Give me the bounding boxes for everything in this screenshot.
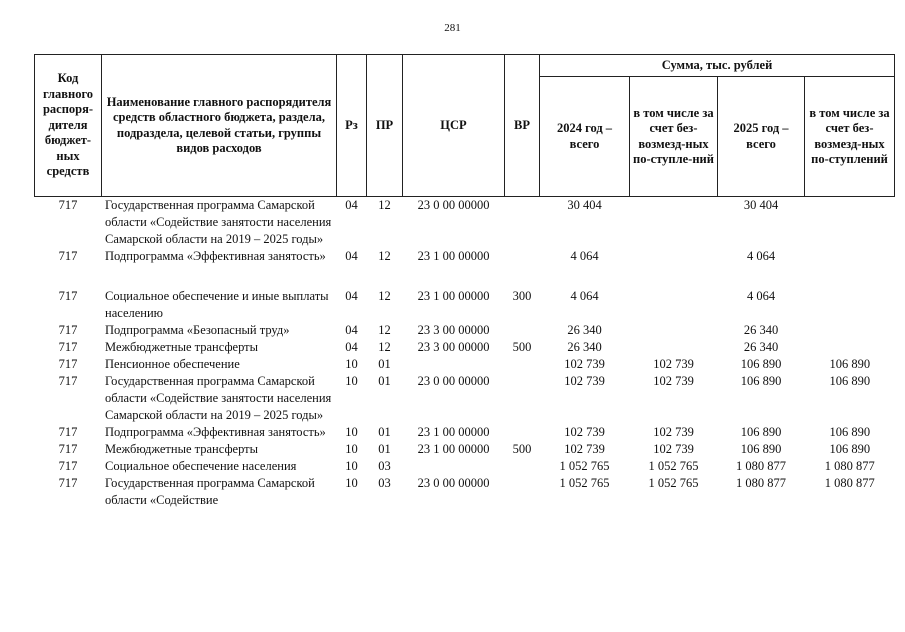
row-csr: 23 1 00 00000 <box>417 442 490 456</box>
row-rz: 04 <box>345 289 358 303</box>
row-csr: 23 1 00 00000 <box>417 249 490 263</box>
row-2025-free <box>805 288 895 322</box>
row-csr: 23 0 00 00000 <box>417 374 490 388</box>
table-row <box>35 356 895 373</box>
row-2025-free: 106 890 <box>829 442 871 456</box>
row-2025-total: 4 064 <box>746 249 776 263</box>
row-2024-total: 102 739 <box>564 442 605 456</box>
row-2025-free: 106 890 <box>829 425 871 439</box>
row-csr: 23 0 00 00000 <box>417 476 490 490</box>
table-body <box>35 197 895 510</box>
row-2024-total: 26 340 <box>567 323 602 337</box>
row-csr: 23 3 00 00000 <box>417 340 490 354</box>
row-vr: 300 <box>512 289 532 303</box>
row-pr: 01 <box>378 442 391 456</box>
row-2025-total: 106 890 <box>740 357 782 371</box>
row-vr <box>505 322 540 339</box>
row-pr: 01 <box>378 357 391 371</box>
row-name: Социальное обеспечение населения <box>105 459 297 473</box>
row-rz: 10 <box>345 442 358 456</box>
header-2025-total: 2025 год – всего <box>718 77 805 197</box>
row-rz: 10 <box>345 425 358 439</box>
row-2024-total: 30 404 <box>567 198 602 212</box>
row-code: 717 <box>58 198 78 212</box>
row-2025-free <box>805 322 895 339</box>
row-vr <box>505 458 540 475</box>
row-2024-total: 102 739 <box>564 425 605 439</box>
row-2024-free <box>630 322 718 339</box>
row-2025-free: 1 080 877 <box>824 459 875 473</box>
row-pr: 12 <box>378 289 391 303</box>
row-2025-total: 106 890 <box>740 425 782 439</box>
row-2025-total: 26 340 <box>743 340 779 354</box>
row-2025-total: 4 064 <box>746 289 776 303</box>
budget-table <box>34 54 895 509</box>
header-csr: ЦСР <box>403 55 505 197</box>
row-2024-total: 1 052 765 <box>559 476 610 490</box>
row-2025-free: 106 890 <box>829 357 871 371</box>
row-vr <box>505 197 540 249</box>
row-name: Государственная программа Самарской области «Содействие занятости населения Самарской области на 2019 – 2025 годы» <box>105 198 332 246</box>
row-vr <box>505 424 540 441</box>
row-2024-total: 26 340 <box>567 340 602 354</box>
row-code: 717 <box>58 374 78 388</box>
row-rz: 10 <box>345 374 358 388</box>
table-row <box>35 441 895 458</box>
header-sum-group: Сумма, тыс. рублей <box>540 55 895 77</box>
row-2024-free: 102 739 <box>653 442 694 456</box>
row-name: Государственная программа Самарской области «Содействие <box>105 476 315 507</box>
row-csr <box>403 458 505 475</box>
row-2024-free <box>630 197 718 249</box>
row-pr: 01 <box>378 425 391 439</box>
row-name: Подпрограмма «Эффективная занятость» <box>105 425 326 439</box>
row-name: Подпрограмма «Эффективная занятость» <box>105 249 326 263</box>
table-row <box>35 373 895 424</box>
row-2024-total: 4 064 <box>570 249 599 263</box>
row-code: 717 <box>58 340 78 354</box>
row-2025-free <box>805 248 895 288</box>
row-2024-free: 102 739 <box>653 357 694 371</box>
table-row <box>35 248 895 288</box>
row-code: 717 <box>58 442 78 456</box>
row-2025-free: 1 080 877 <box>824 476 875 490</box>
row-2024-free <box>630 288 718 322</box>
row-2025-total: 30 404 <box>743 198 779 212</box>
header-code: Код главного распоря-дителя бюджет-ных средств <box>35 55 102 197</box>
row-csr <box>403 356 505 373</box>
row-rz: 10 <box>345 459 358 473</box>
row-csr: 23 0 00 00000 <box>417 198 490 212</box>
table-row <box>35 475 895 509</box>
row-2025-total: 1 080 877 <box>736 459 786 473</box>
row-code: 717 <box>58 425 78 439</box>
row-code: 717 <box>58 289 78 303</box>
row-vr: 500 <box>512 442 532 456</box>
row-2024-free: 102 739 <box>653 374 694 388</box>
row-2025-free: 106 890 <box>829 374 871 388</box>
header-2024-free: в том числе за счет без-возмезд-ных по-ступле-ний <box>630 77 718 197</box>
row-vr <box>505 356 540 373</box>
table-row <box>35 288 895 322</box>
row-2025-total: 106 890 <box>740 442 782 456</box>
row-pr: 03 <box>378 476 391 490</box>
row-code: 717 <box>58 476 78 490</box>
row-vr: 500 <box>512 340 532 354</box>
row-2024-free: 102 739 <box>653 425 694 439</box>
row-csr: 23 1 00 00000 <box>417 289 490 303</box>
row-2025-total: 106 890 <box>740 374 782 388</box>
row-code: 717 <box>58 459 78 473</box>
row-csr: 23 3 00 00000 <box>417 323 490 337</box>
table-row <box>35 458 895 475</box>
row-2024-total: 102 739 <box>564 374 605 388</box>
row-2025-free <box>805 197 895 249</box>
header-2024-total: 2024 год – всего <box>540 77 630 197</box>
row-2024-total: 4 064 <box>570 289 599 303</box>
table-row <box>35 322 895 339</box>
row-2024-free: 1 052 765 <box>648 476 699 490</box>
row-rz: 10 <box>345 357 358 371</box>
row-2024-free <box>630 248 718 288</box>
row-name: Социальное обеспечение и иные выплаты населению <box>105 289 329 320</box>
row-rz: 04 <box>345 249 358 263</box>
row-name: Межбюджетные трансферты <box>105 340 259 354</box>
row-pr: 12 <box>378 198 391 212</box>
row-vr <box>505 373 540 424</box>
row-rz: 10 <box>345 476 358 490</box>
row-code: 717 <box>58 249 78 263</box>
row-name: Подпрограмма «Безопасный труд» <box>105 323 290 337</box>
row-pr: 03 <box>378 459 391 473</box>
row-csr: 23 1 00 00000 <box>417 425 490 439</box>
table-row <box>35 339 895 356</box>
row-rz: 04 <box>345 198 358 212</box>
row-2024-total: 102 739 <box>564 357 605 371</box>
table-row <box>35 424 895 441</box>
row-rz: 04 <box>345 323 358 337</box>
row-code: 717 <box>58 357 78 371</box>
row-pr: 01 <box>378 374 391 388</box>
row-name: Государственная программа Самарской области «Содействие занятости населения Самарской области на 2019 – 2025 годы» <box>105 374 332 422</box>
row-2025-total: 1 080 877 <box>736 476 786 490</box>
row-vr <box>505 475 540 509</box>
row-code: 717 <box>58 323 78 337</box>
row-2025-total: 26 340 <box>743 323 779 337</box>
row-pr: 12 <box>378 340 391 354</box>
row-2024-free <box>630 339 718 356</box>
header-pr: ПР <box>367 55 403 197</box>
row-name: Межбюджетные трансферты <box>105 442 259 456</box>
row-pr: 12 <box>378 249 391 263</box>
row-rz: 04 <box>345 340 358 354</box>
header-vr: ВР <box>505 55 540 197</box>
row-2024-free: 1 052 765 <box>648 459 699 473</box>
header-2025-free: в том числе за счет без-возмезд-ных по-ступлений <box>805 77 895 197</box>
header-rz: Рз <box>337 55 367 197</box>
row-2025-free <box>805 339 895 356</box>
page-number: 281 <box>444 22 461 34</box>
row-name: Пенсионное обеспечение <box>105 357 240 371</box>
row-vr <box>505 248 540 288</box>
table-row <box>35 197 895 249</box>
row-pr: 12 <box>378 323 391 337</box>
row-2024-total: 1 052 765 <box>559 459 610 473</box>
header-name: Наименование главного распорядителя средств областного бюджета, раздела, подраздела, целевой статьи, группы видов расходов <box>102 55 337 197</box>
